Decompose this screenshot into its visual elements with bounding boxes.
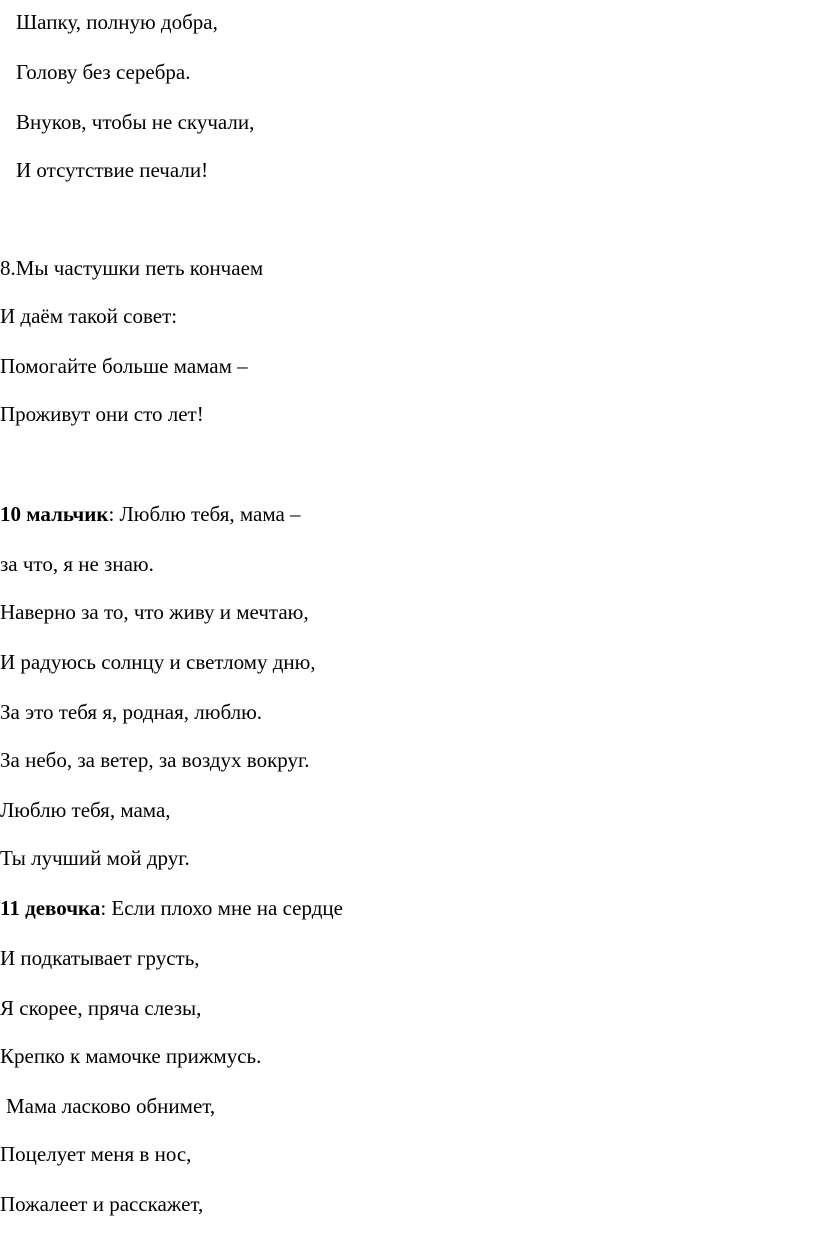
boy-10-line-3: Наверно за то, что живу и мечтаю, bbox=[0, 600, 309, 624]
verse-8-line-1: 8.Мы частушки петь кончаем bbox=[0, 256, 264, 280]
boy-10-first-text: : Люблю тебя, мама – bbox=[108, 502, 301, 526]
boy-10-line-8: Ты лучший мой друг. bbox=[0, 846, 190, 870]
stanza-top-line-1: Шапку, полную добра, bbox=[16, 10, 218, 34]
girl-11-line-3: Я скорее, пряча слезы, bbox=[0, 996, 202, 1020]
boy-10-line-2: за что, я не знаю. bbox=[0, 552, 154, 576]
girl-11-line-6: Поцелует меня в нос, bbox=[0, 1142, 192, 1166]
boy-10-first-line bbox=[0, 502, 301, 526]
boy-10-line-4: И радуюсь солнцу и светлому дню, bbox=[0, 650, 316, 674]
speaker-label-boy-10: 10 мальчик bbox=[0, 502, 109, 526]
boy-10-line-5: За это тебя я, родная, люблю. bbox=[0, 700, 263, 724]
girl-11-line-7: Пожалеет и расскажет, bbox=[0, 1192, 204, 1216]
girl-11-line-4: Крепко к мамочке прижмусь. bbox=[0, 1044, 262, 1068]
verse-8-line-3: Помогайте больше мамам – bbox=[0, 354, 248, 378]
girl-11-line-2: И подкатывает грусть, bbox=[0, 946, 200, 970]
stanza-top-line-4: И отсутствие печали! bbox=[16, 158, 209, 182]
verse-8-line-2: И даём такой совет: bbox=[0, 304, 178, 328]
speaker-label-girl-11: 11 девочка bbox=[0, 896, 101, 920]
stanza-top-line-2: Голову без серебра. bbox=[16, 60, 191, 84]
boy-10-line-6: За небо, за ветер, за воздух вокруг. bbox=[0, 748, 310, 772]
girl-11-first-text: : Если плохо мне на сердце bbox=[100, 896, 343, 920]
verse-8-line-4: Проживут они сто лет! bbox=[0, 402, 204, 426]
stanza-top-line-3: Внуков, чтобы не скучали, bbox=[16, 110, 255, 134]
girl-11-first-line bbox=[0, 896, 343, 920]
girl-11-line-5: Мама ласково обнимет, bbox=[6, 1094, 216, 1118]
boy-10-line-7: Люблю тебя, мама, bbox=[0, 798, 171, 822]
